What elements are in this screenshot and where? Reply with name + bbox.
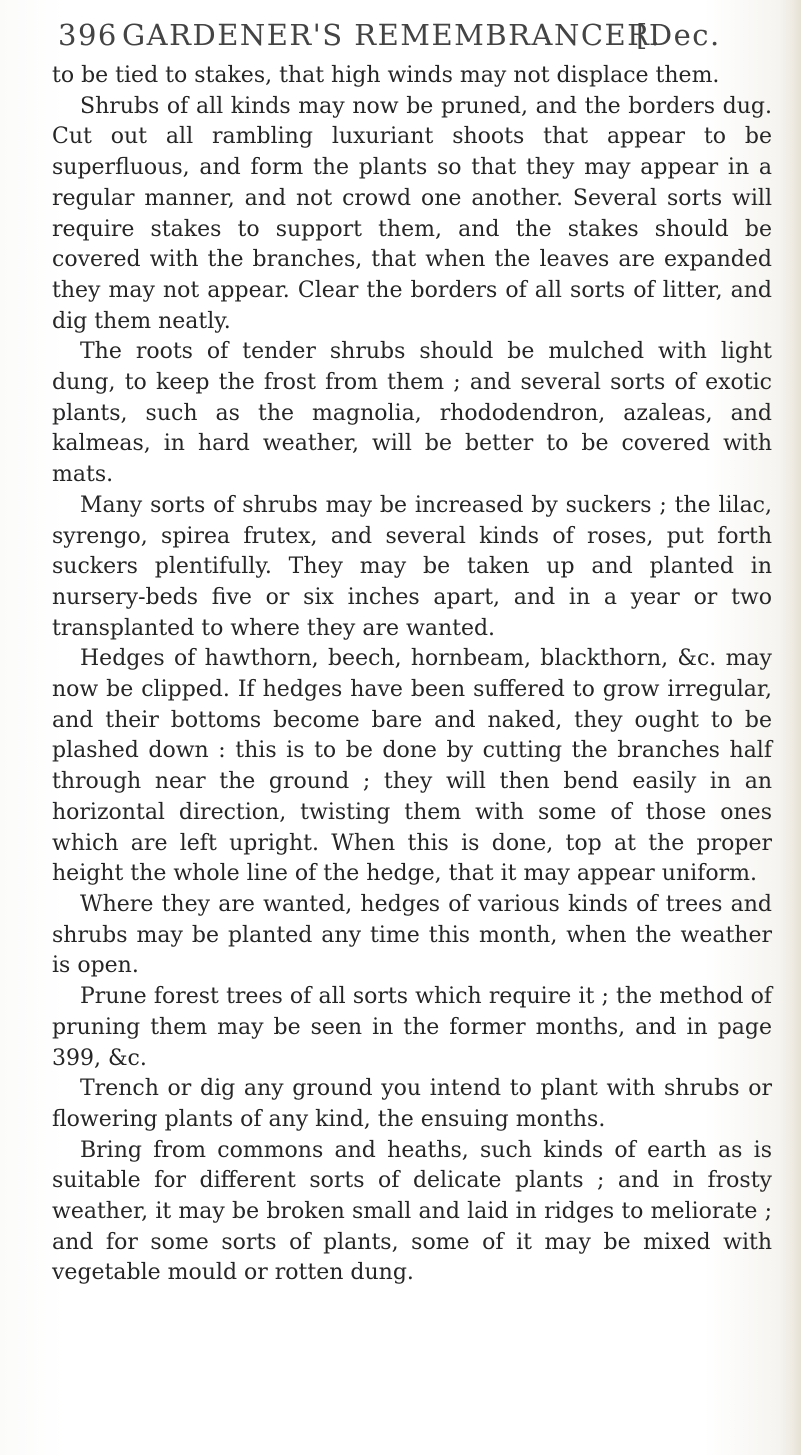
paragraph-tender-shrubs: The roots of tender shrubs should be mulched with light dung, to keep the frost from them ; and several sorts of exotic plants, such as the magnolia, rhododendron, azaleas, and kalmeas, in hard weather, will be better to be covered with mats. [52, 339, 772, 488]
paragraph-trench-ground: Trench or dig any ground you intend to plant with shrubs or flowering plants of any kind, the ensuing months. [52, 1076, 772, 1132]
paragraph-hedges-planting: Where they are wanted, hedges of various kinds of trees and shrubs may be planted any time this month, when the weather is open. [52, 891, 772, 979]
body-text [52, 61, 772, 1289]
running-header [58, 8, 762, 60]
paragraph-forest-trees: Prune forest trees of all sorts which require it ; the method of pruning them may be seen in the former months, and in page 399, &c. [52, 984, 772, 1071]
paragraph-continued: to be tied to stakes, that high winds may not displace them. [52, 63, 720, 88]
running-month: [Dec. [636, 18, 721, 52]
paragraph-shrubs-pruning: Shrubs of all kinds may now be pruned, and the borders dug. Cut out all rambling luxuriant shoots that appear to be superfluous, and form the plants so that they may appear in a regular manner, and not crowd one another. Several sorts will require stakes to support them, and the stakes should be covered with the branches, that when the leaves are expanded they may not appear. Clear the borders of all sorts of litter, and dig them neatly. [52, 93, 772, 334]
paragraph-hedges-clipping: Hedges of hawthorn, beech, hornbeam, blackthorn, &c. may now be clipped. If hedges have been suffered to grow irregular, and their bottoms become bare and naked, they ought to be plashed down : this is to be done by cutting the branches half through near the ground ; they will then bend easily in an horizontal direction, twisting them with some of those ones which are left upright. When this is done, top at the proper height the whole line of the hedge, that it may appear uniform. [52, 646, 772, 887]
paragraph-earth-commons: Bring from commons and heaths, such kinds of earth as is suitable for different sorts of delicate plants ; and in frosty weather, it may be broken small and laid in ridges to meliorate ; and for some sorts of plants, some of it may be mixed with vegetable mould or rotten dung. [52, 1137, 772, 1286]
page-number: 396 [58, 18, 118, 52]
page-edge-shadow [779, 0, 801, 1455]
paragraph-suckers: Many sorts of shrubs may be increased by suckers ; the lilac, syrengo, spirea frutex, and several kinds of roses, put forth suckers plentifully. They may be taken up and planted in nursery-beds five or six inches apart, and in a year or two transplanted to where they are wanted. [52, 492, 772, 641]
running-title: GARDENER'S REMEMBRANCER. [122, 18, 662, 52]
